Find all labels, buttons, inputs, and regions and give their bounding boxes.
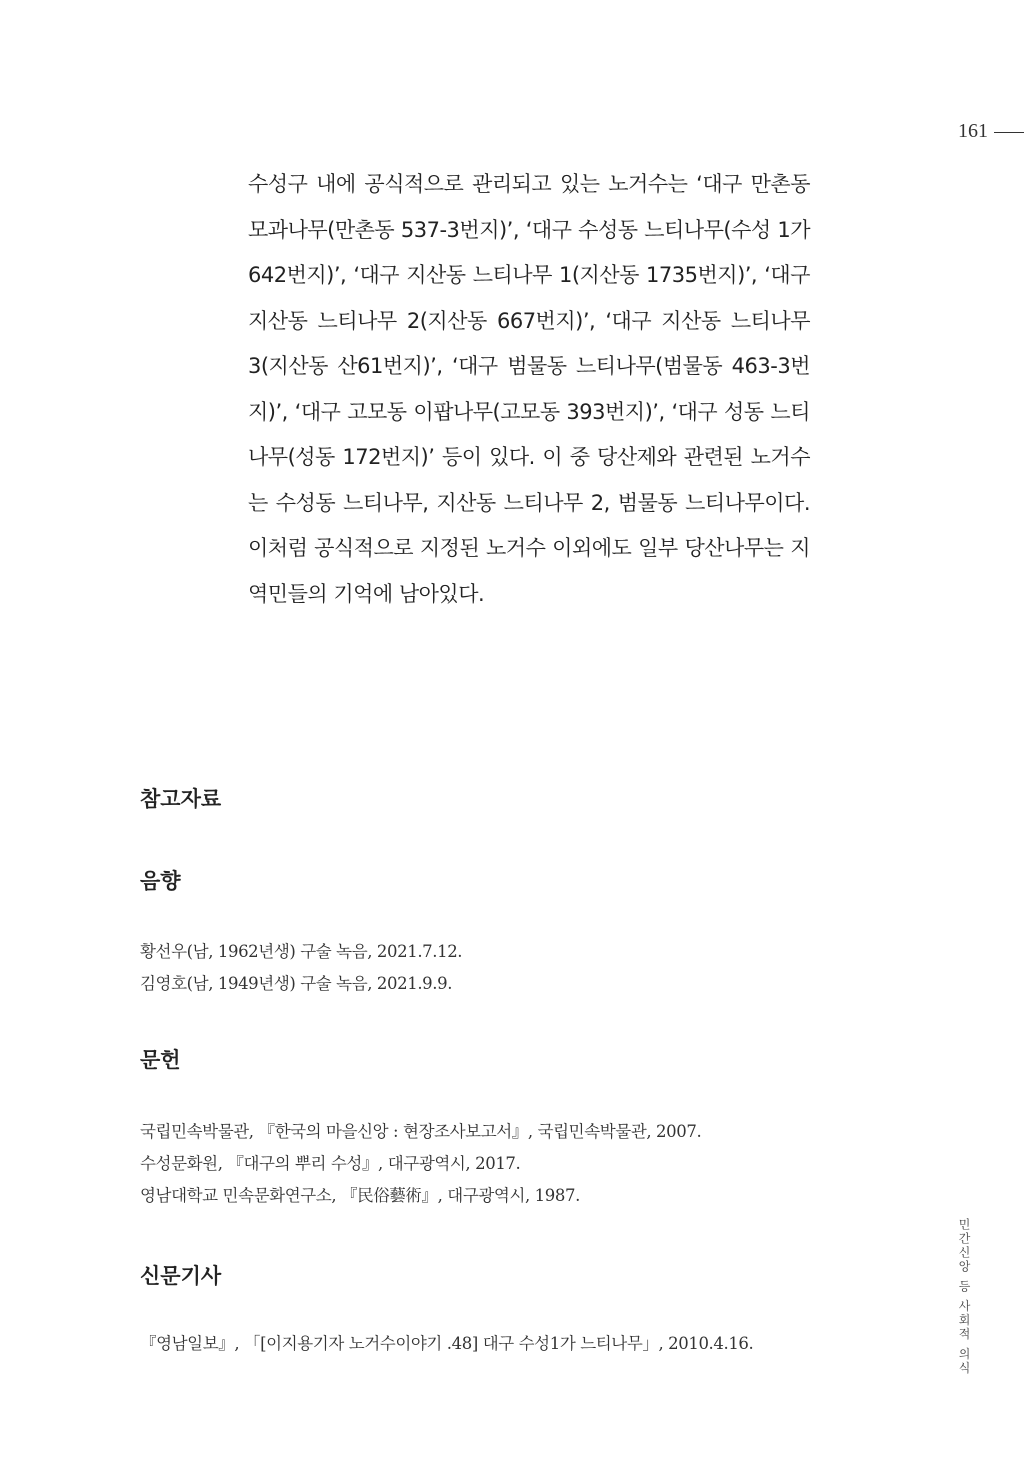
side-running-head: 민간신앙 등 사회적 의식 xyxy=(957,1218,971,1376)
news-heading: 신문기사 xyxy=(140,1264,222,1288)
audio-list xyxy=(140,936,462,1000)
page-number-rule xyxy=(994,132,1024,133)
literature-item: 수성문화원, 『대구의 뿌리 수성』, 대구광역시, 2017. xyxy=(140,1154,521,1173)
audio-item: 황선우(남, 1962년생) 구술 녹음, 2021.7.12. xyxy=(140,942,463,961)
literature-item: 국립민속박물관, 『한국의 마을신앙 : 현장조사보고서』, 국립민속박물관, 2007. xyxy=(140,1122,702,1141)
literature-list xyxy=(140,1116,701,1212)
news-list xyxy=(140,1328,753,1360)
literature-heading: 문헌 xyxy=(140,1048,181,1072)
body-paragraph: 수성구 내에 공식적으로 관리되고 있는 노거수는 ‘대구 만촌동 모과나무(만촌동 537-3번지)’, ‘대구 수성동 느티나무(수성 1가 642번지)’, ‘대구 지산동 느티나무 1(지산동 1735번지)’, ‘대구 지산동 느티나무 2(지산동 667번지)’, ‘대구 지산동 느티나무 3(지산동 산61번지)’, ‘대구 범물동 느티나무(범물동 463-3번지)’, ‘대구 고모동 이팝나무(고모동 393번지)’, ‘대구 성동 느티나무(성동 172번지)’ 등이 있다. 이 중 당산제와 관련된 노거수는 수성동 느티나무, 지산동 느티나무 2, 범물동 느티나무이다. 이처럼 공식적으로 지정된 노거수 이외에도 일부 당산나무는 지역민들의 기억에 남아있다. xyxy=(248,172,810,606)
news-item: 『영남일보』, 「[이지용기자 노거수이야기 .48] 대구 수성1가 느티나무」, 2010.4.16. xyxy=(140,1334,754,1353)
audio-item: 김영호(남, 1949년생) 구술 녹음, 2021.9.9. xyxy=(140,974,453,993)
page-number: 161 xyxy=(958,120,988,142)
references-heading: 참고자료 xyxy=(140,787,222,811)
audio-heading: 음향 xyxy=(140,869,181,893)
literature-item: 영남대학교 민속문화연구소, 『民俗藝術』, 대구광역시, 1987. xyxy=(140,1186,580,1205)
